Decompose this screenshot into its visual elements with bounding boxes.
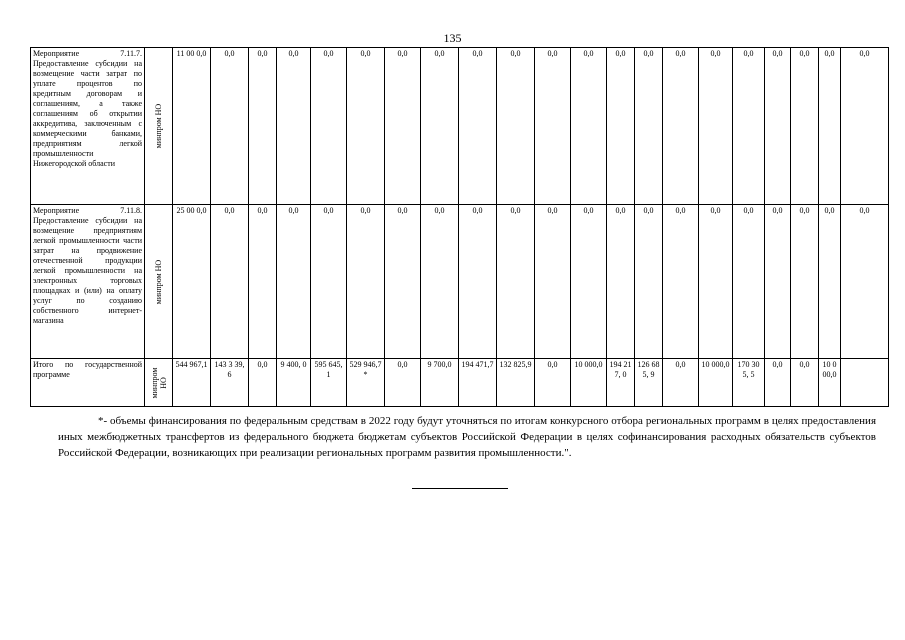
- value-cell: 0,0: [311, 48, 347, 205]
- executor-label: минпром НО: [153, 103, 163, 149]
- value-cell: 0,0: [765, 205, 791, 359]
- value-cell: 0,0: [249, 359, 277, 407]
- value-cell: 0,0: [535, 205, 571, 359]
- value-cell: 0,0: [497, 48, 535, 205]
- value-cell: 0,0: [663, 359, 699, 407]
- value-cell: 194 217, 0: [607, 359, 635, 407]
- page-number: 135: [443, 31, 462, 45]
- value-cell: 0,0: [635, 48, 663, 205]
- value-cell: 0,0: [571, 48, 607, 205]
- value-cell: 0,0: [699, 205, 733, 359]
- value-cell: 0,0: [733, 48, 765, 205]
- value-cell: 0,0: [535, 48, 571, 205]
- value-cell: 126 685, 9: [635, 359, 663, 407]
- value-cell: 544 967,1: [173, 359, 211, 407]
- value-cell: 194 471,7: [459, 359, 497, 407]
- value-cell: 0,0: [607, 48, 635, 205]
- value-cell: [841, 359, 889, 407]
- value-cell: 0,0: [277, 205, 311, 359]
- executor-label: минпром НО: [149, 367, 168, 398]
- executor-cell: [145, 205, 173, 359]
- table-row: [31, 205, 889, 359]
- value-cell: 0,0: [791, 359, 819, 407]
- value-cell: 0,0: [699, 48, 733, 205]
- value-cell: 0,0: [249, 48, 277, 205]
- divider-line: [412, 488, 508, 489]
- value-cell: 0,0: [663, 48, 699, 205]
- value-cell: 10 0 00,0: [819, 359, 841, 407]
- value-cell: 0,0: [347, 48, 385, 205]
- value-cell: 9 400, 0: [277, 359, 311, 407]
- value-cell: 10 000,0: [699, 359, 733, 407]
- value-cell: 0,0: [385, 359, 421, 407]
- value-cell: 0,0: [347, 205, 385, 359]
- value-cell: 0,0: [459, 205, 497, 359]
- value-cell: 0,0: [765, 359, 791, 407]
- value-cell: 143 3 39,6: [211, 359, 249, 407]
- value-cell: 0,0: [635, 205, 663, 359]
- value-cell: 0,0: [421, 205, 459, 359]
- value-cell: 0,0: [385, 48, 421, 205]
- activity-name: Мероприятие 7.11.7. Предоставление субсидии на возмещение части затрат по уплате процентов по кредитным договорам и соглашениям, а также соглашениям об открытии аккредитива, заключенным с коммерческими банками, предприятиям легкой промышленности Нижегородской области: [31, 48, 145, 205]
- value-cell: 0,0: [791, 48, 819, 205]
- value-cell: 25 00 0,0: [173, 205, 211, 359]
- value-cell: 0,0: [607, 205, 635, 359]
- value-cell: 0,0: [819, 205, 841, 359]
- value-cell: 0,0: [819, 48, 841, 205]
- value-cell: 0,0: [497, 205, 535, 359]
- value-cell: 0,0: [841, 205, 889, 359]
- value-cell: 0,0: [311, 205, 347, 359]
- value-cell: 0,0: [765, 48, 791, 205]
- value-cell: 0,0: [663, 205, 699, 359]
- footnote: *- объемы финансирования по федеральным средствам в 2022 году будут уточняться по итогам конкурсного отбора региональных программ в целях предоставления иных межбюджетных трансфертов из федерального бюджета бюджетам субъектов Российской Федерации в целях софинансирования расходных обязательств субъектов Российской Федерации, возникающих при реализации региональных программ развития промышленности.".: [58, 415, 876, 459]
- executor-cell: [145, 48, 173, 205]
- value-cell: 0,0: [421, 48, 459, 205]
- value-cell: 0,0: [733, 205, 765, 359]
- value-cell: 10 000,0: [571, 359, 607, 407]
- executor-label: минпром НО: [153, 259, 163, 304]
- executor-cell: [145, 359, 173, 407]
- value-cell: 0,0: [841, 48, 889, 205]
- financing-table: [30, 47, 889, 407]
- value-cell: 0,0: [791, 205, 819, 359]
- value-cell: 11 00 0,0: [173, 48, 211, 205]
- value-cell: 0,0: [535, 359, 571, 407]
- value-cell: 132 825,9: [497, 359, 535, 407]
- table-row: [31, 359, 889, 407]
- value-cell: 0,0: [249, 205, 277, 359]
- value-cell: 0,0: [385, 205, 421, 359]
- value-cell: 170 305, 5: [733, 359, 765, 407]
- value-cell: 0,0: [571, 205, 607, 359]
- activity-name: Мероприятие 7.11.8. Предоставление субсидии на возмещение предприятиям легкой промышленности части затрат на продвижение отечественной продукции легкой промышленности на электронных торговых площадках и (или) на оплату услуг по созданию собственного интернет-магазина: [31, 205, 145, 359]
- value-cell: 0,0: [211, 205, 249, 359]
- value-cell: 9 700,0: [421, 359, 459, 407]
- value-cell: 529 946,7 *: [347, 359, 385, 407]
- activity-name: Итого по государственной программе: [31, 359, 145, 407]
- value-cell: 0,0: [211, 48, 249, 205]
- value-cell: 0,0: [277, 48, 311, 205]
- value-cell: 0,0: [459, 48, 497, 205]
- value-cell: 595 645,1: [311, 359, 347, 407]
- table-row: [31, 48, 889, 205]
